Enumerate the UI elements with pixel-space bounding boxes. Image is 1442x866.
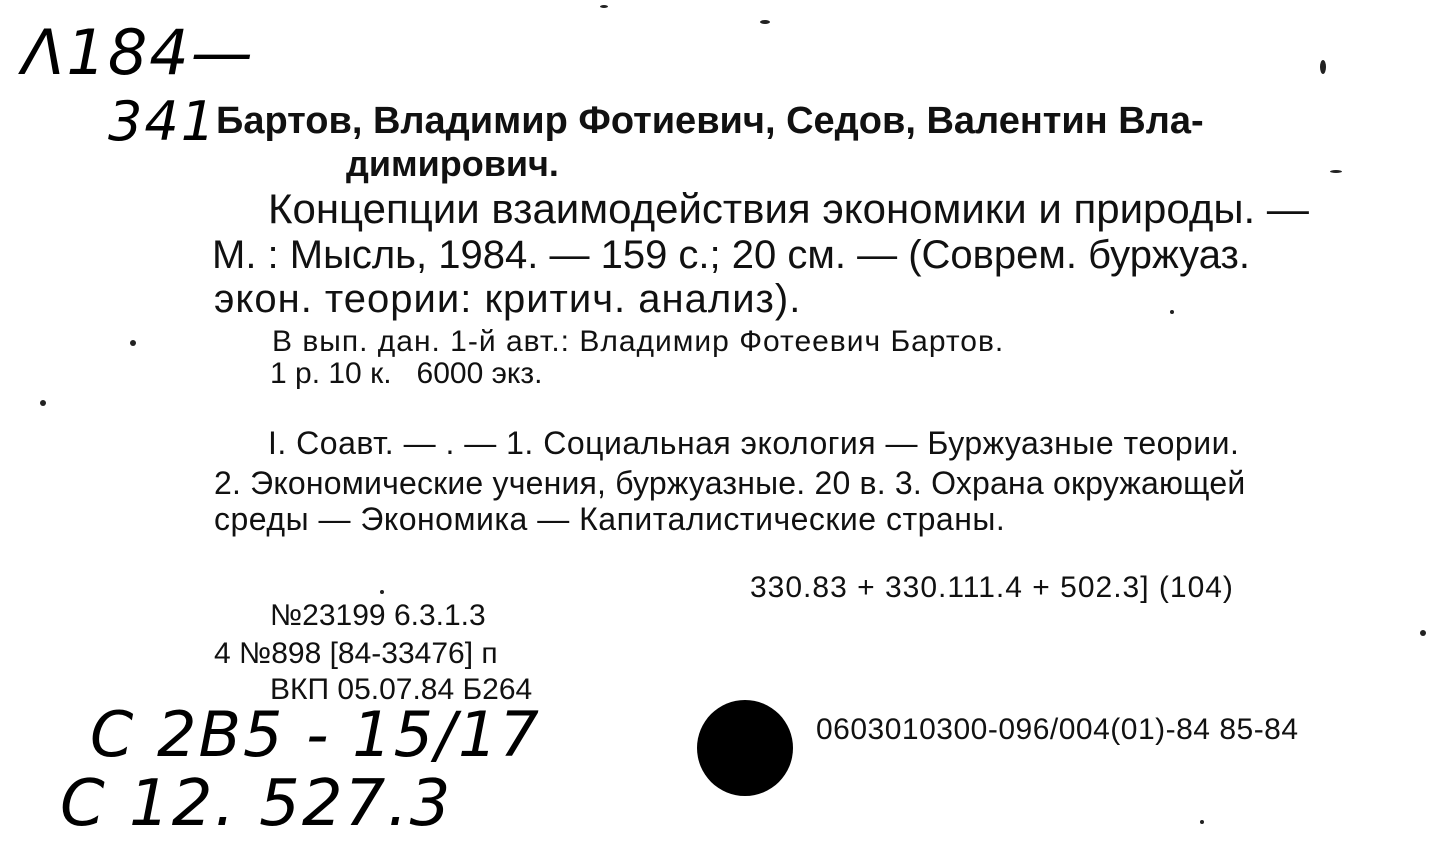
udc-classification: 330.83 + 330.111.4 + 502.3] (104) [750,571,1234,604]
scan-speck [1170,310,1174,314]
note-price-copies: 1 р. 10 к. 6000 экз. [270,357,543,390]
handwritten-call-number-sub: 341 [108,90,218,153]
handwritten-code-2: C 12. 527.3 [60,767,453,841]
punch-hole [697,700,793,796]
scan-speck [130,340,136,346]
scan-speck [380,590,384,594]
subjects-line-3: среды — Экономика — Капиталистические страны. [214,501,1006,537]
scan-speck [1200,820,1204,824]
note-first-author: В вып. дан. 1-й авт.: Владимир Фотеевич Бартов. [272,325,1005,358]
subjects-line-2: 2. Экономические учения, буржуазные. 20 в. 3. Охрана окружающей [214,465,1246,501]
handwritten-code-1: C 2B5 - 15/17 [90,698,541,771]
authors-line [216,98,1374,144]
scan-speck [760,20,770,24]
scan-speck [40,400,46,406]
title-line-2: М. : Мысль, 1984. — 159 с.; 20 см. — (Соврем. буржуаз. [212,233,1250,277]
handwritten-call-number: Λ184— [22,16,255,89]
subjects-line-1: I. Соавт. — . — 1. Социальная экология — Буржуазные теории. [268,425,1240,461]
title-line-1: Концепции взаимодействия экономики и природы. — [268,185,1309,232]
index-code: 0603010300-096/004(01)-84 85-84 [816,713,1299,746]
print-info-line-2: 4 №898 [84-33476] п [214,637,498,670]
scan-speck [1420,630,1426,636]
title-line-3: экон. теории: критич. анализ). [214,277,802,321]
scan-speck [1320,60,1326,74]
scan-speck [600,5,608,8]
print-info-line-3: ВКП 05.07.84 Б264 [270,673,533,706]
print-info-line-1: №23199 6.3.1.3 [270,599,486,632]
scan-speck [1330,170,1342,173]
authors-text: Бартов, Владимир Фотиевич, Седов, Валентин Вла- [216,100,1204,142]
authors-line-continued: димирович. [346,143,559,184]
